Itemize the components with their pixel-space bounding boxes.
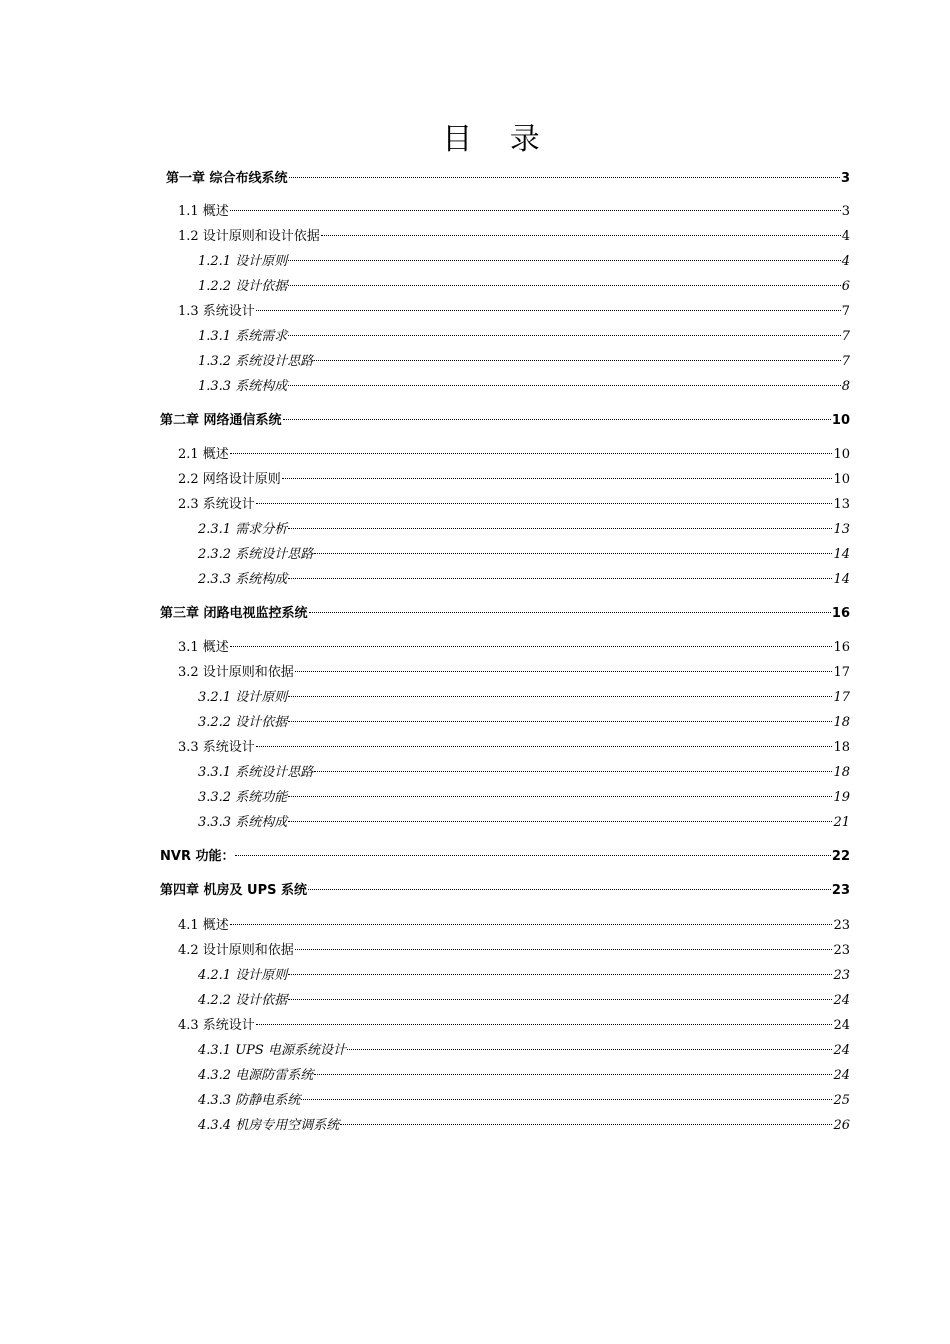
toc-entry[interactable] xyxy=(198,251,850,273)
toc-entry[interactable] xyxy=(160,846,850,868)
toc-page-number: 16 xyxy=(833,640,850,655)
toc-page-number: 17 xyxy=(833,690,850,705)
toc-entry-label: 4.3.3 防静电系统 xyxy=(198,1093,301,1108)
toc-entry-label: 3.2 设计原则和依据 xyxy=(178,665,294,680)
toc-leader-dots xyxy=(288,696,832,697)
toc-entry[interactable] xyxy=(160,410,850,432)
toc-entry-label: 第二章 网络通信系统 xyxy=(160,413,282,428)
toc-leader-dots xyxy=(256,503,833,504)
toc-page-number: 4 xyxy=(841,254,850,269)
toc-entry[interactable] xyxy=(198,1065,850,1087)
toc-entry[interactable] xyxy=(178,469,850,491)
toc-page-number: 14 xyxy=(833,547,850,562)
toc-entry-label: 第四章 机房及 UPS 系统 xyxy=(160,883,308,898)
toc-entry[interactable] xyxy=(178,737,850,759)
toc-leader-dots xyxy=(295,949,833,950)
toc-leader-dots xyxy=(288,796,832,797)
toc-entry-label: 1.3.2 系统设计思路 xyxy=(198,354,314,369)
toc-page-number: 4 xyxy=(841,229,850,244)
toc-entry-label: 1.2.2 设计依据 xyxy=(198,279,288,294)
toc-leader-dots xyxy=(288,385,841,386)
toc-leader-dots xyxy=(283,419,831,420)
toc-entry[interactable] xyxy=(198,787,850,809)
toc-entry-label: NVR 功能： xyxy=(160,849,235,864)
toc-entry[interactable] xyxy=(198,687,850,709)
toc-page-number: 24 xyxy=(833,993,850,1008)
toc-entry[interactable] xyxy=(198,376,850,398)
toc-leader-dots xyxy=(282,478,833,479)
toc-entry[interactable] xyxy=(198,569,850,591)
toc-entry-label: 3.2.2 设计依据 xyxy=(198,715,288,730)
toc-entry-label: 1.3 系统设计 xyxy=(178,304,255,319)
toc-page-number: 21 xyxy=(833,815,850,830)
toc-entry-label: 4.2 设计原则和依据 xyxy=(178,943,294,958)
toc-entry[interactable] xyxy=(178,444,850,466)
toc-entry[interactable] xyxy=(160,603,850,625)
toc-leader-dots xyxy=(288,260,841,261)
toc-leader-dots xyxy=(256,310,841,311)
toc-entry-label: 4.2.1 设计原则 xyxy=(198,968,288,983)
toc-leader-dots xyxy=(288,285,841,286)
toc-entry[interactable] xyxy=(178,915,850,937)
toc-entry-label: 1.3.1 系统需求 xyxy=(198,329,288,344)
toc-page-number: 10 xyxy=(831,413,850,428)
toc-page-number: 10 xyxy=(833,472,850,487)
toc-page-number: 24 xyxy=(833,1043,850,1058)
toc-page-number: 6 xyxy=(841,279,850,294)
toc-page-number: 7 xyxy=(841,329,850,344)
toc-entry-label: 4.2.2 设计依据 xyxy=(198,993,288,1008)
toc-page-number: 17 xyxy=(833,665,850,680)
toc-leader-dots xyxy=(230,453,833,454)
toc-entry-label: 4.3.2 电源防雷系统 xyxy=(198,1068,314,1083)
toc-entry[interactable] xyxy=(198,351,850,373)
toc-entry-label: 3.3 系统设计 xyxy=(178,740,255,755)
toc-entry-label: 1.2 设计原则和设计依据 xyxy=(178,229,320,244)
toc-leader-dots xyxy=(288,528,832,529)
toc-entry-label: 3.3.2 系统功能 xyxy=(198,790,288,805)
toc-page-number: 26 xyxy=(833,1118,850,1133)
toc-entry-label: 2.3.2 系统设计思路 xyxy=(198,547,314,562)
toc-entry-label: 4.1 概述 xyxy=(178,918,229,933)
toc-entry[interactable] xyxy=(198,519,850,541)
toc-entry-label: 3.2.1 设计原则 xyxy=(198,690,288,705)
toc-page-number: 24 xyxy=(833,1068,850,1083)
toc-leader-dots xyxy=(295,671,833,672)
toc-entry-label: 3.3.1 系统设计思路 xyxy=(198,765,314,780)
toc-entry-label: 2.3 系统设计 xyxy=(178,497,255,512)
toc-leader-dots xyxy=(288,578,832,579)
toc-page-number: 7 xyxy=(841,304,850,319)
toc-entry-label: 1.1 概述 xyxy=(178,204,229,219)
toc-entry-label: 1.3.3 系统构成 xyxy=(198,379,288,394)
toc-page-number: 8 xyxy=(841,379,850,394)
toc-leader-dots xyxy=(308,889,831,890)
toc-leader-dots xyxy=(309,612,831,613)
toc-leader-dots xyxy=(314,1074,832,1075)
toc-leader-dots xyxy=(256,746,833,747)
toc-entry[interactable] xyxy=(178,940,850,962)
toc-entry-label: 第三章 闭路电视监控系统 xyxy=(160,606,308,621)
toc-entry[interactable] xyxy=(198,1115,850,1137)
toc-entry-label: 2.2 网络设计原则 xyxy=(178,472,281,487)
toc-leader-dots xyxy=(288,821,832,822)
toc-entry-label: 3.3.3 系统构成 xyxy=(198,815,288,830)
toc-entry-label: 2.3.3 系统构成 xyxy=(198,572,288,587)
toc-entry-label: 4.3.4 机房专用空调系统 xyxy=(198,1118,340,1133)
toc-leader-dots xyxy=(256,1024,833,1025)
toc-entry[interactable] xyxy=(178,226,850,248)
toc-leader-dots xyxy=(288,999,832,1000)
toc-page-number: 14 xyxy=(833,572,850,587)
toc-entry[interactable] xyxy=(198,326,850,348)
toc-entry[interactable] xyxy=(178,1015,850,1037)
toc-entry-label: 第一章 综合布线系统 xyxy=(166,171,288,186)
toc-entry-label: 4.3 系统设计 xyxy=(178,1018,255,1033)
toc-entry[interactable] xyxy=(178,494,850,516)
page-title: 目 录 xyxy=(442,122,554,157)
toc-leader-dots xyxy=(288,721,832,722)
toc-page-number: 22 xyxy=(831,849,850,864)
toc-page-number: 13 xyxy=(833,522,850,537)
toc-page-number: 3 xyxy=(841,204,850,219)
toc-entry[interactable] xyxy=(166,168,850,190)
toc-entry[interactable] xyxy=(160,880,850,902)
toc-entry-label: 3.1 概述 xyxy=(178,640,229,655)
toc-page-number: 7 xyxy=(841,354,850,369)
toc-leader-dots xyxy=(288,974,832,975)
toc-page-number: 18 xyxy=(833,765,850,780)
toc-page-number: 16 xyxy=(831,606,850,621)
toc-entry[interactable] xyxy=(198,965,850,987)
toc-page-number: 23 xyxy=(833,918,850,933)
toc-leader-dots xyxy=(289,177,840,178)
toc-leader-dots xyxy=(230,646,833,647)
toc-leader-dots xyxy=(347,1049,833,1050)
toc-entry[interactable] xyxy=(178,662,850,684)
toc-entry-label: 2.3.1 需求分析 xyxy=(198,522,288,537)
toc-entry[interactable] xyxy=(198,276,850,298)
toc-page-number: 13 xyxy=(833,497,850,512)
toc-page-number: 19 xyxy=(833,790,850,805)
toc-page-number: 23 xyxy=(833,968,850,983)
toc-leader-dots xyxy=(301,1099,832,1100)
toc-page-number: 18 xyxy=(833,715,850,730)
toc-page-number: 10 xyxy=(833,447,850,462)
toc-page-number: 18 xyxy=(833,740,850,755)
toc-entry[interactable] xyxy=(178,637,850,659)
toc-entry[interactable] xyxy=(198,1040,850,1062)
toc-page-number: 25 xyxy=(833,1093,850,1108)
toc-leader-dots xyxy=(321,235,841,236)
toc-entry[interactable] xyxy=(198,990,850,1012)
toc-leader-dots xyxy=(340,1124,832,1125)
toc-leader-dots xyxy=(235,855,830,856)
toc-leader-dots xyxy=(314,360,841,361)
toc-page-number: 24 xyxy=(833,1018,850,1033)
toc-page-number: 23 xyxy=(831,883,850,898)
toc-entry[interactable] xyxy=(198,1090,850,1112)
toc-leader-dots xyxy=(314,553,832,554)
toc-entry-label: 1.2.1 设计原则 xyxy=(198,254,288,269)
toc-leader-dots xyxy=(314,771,832,772)
toc-leader-dots xyxy=(230,924,833,925)
toc-entry[interactable] xyxy=(198,812,850,834)
toc-page-number: 23 xyxy=(833,943,850,958)
toc-entry[interactable] xyxy=(178,201,850,223)
toc-entry-label: 2.1 概述 xyxy=(178,447,229,462)
toc-entry[interactable] xyxy=(198,712,850,734)
toc-entry[interactable] xyxy=(198,762,850,784)
toc-entry[interactable] xyxy=(198,544,850,566)
toc-entry-label: 4.3.1 UPS 电源系统设计 xyxy=(198,1043,346,1058)
toc-leader-dots xyxy=(230,210,841,211)
toc-leader-dots xyxy=(288,335,841,336)
toc-entry[interactable] xyxy=(178,301,850,323)
toc-page-number: 3 xyxy=(840,171,850,186)
